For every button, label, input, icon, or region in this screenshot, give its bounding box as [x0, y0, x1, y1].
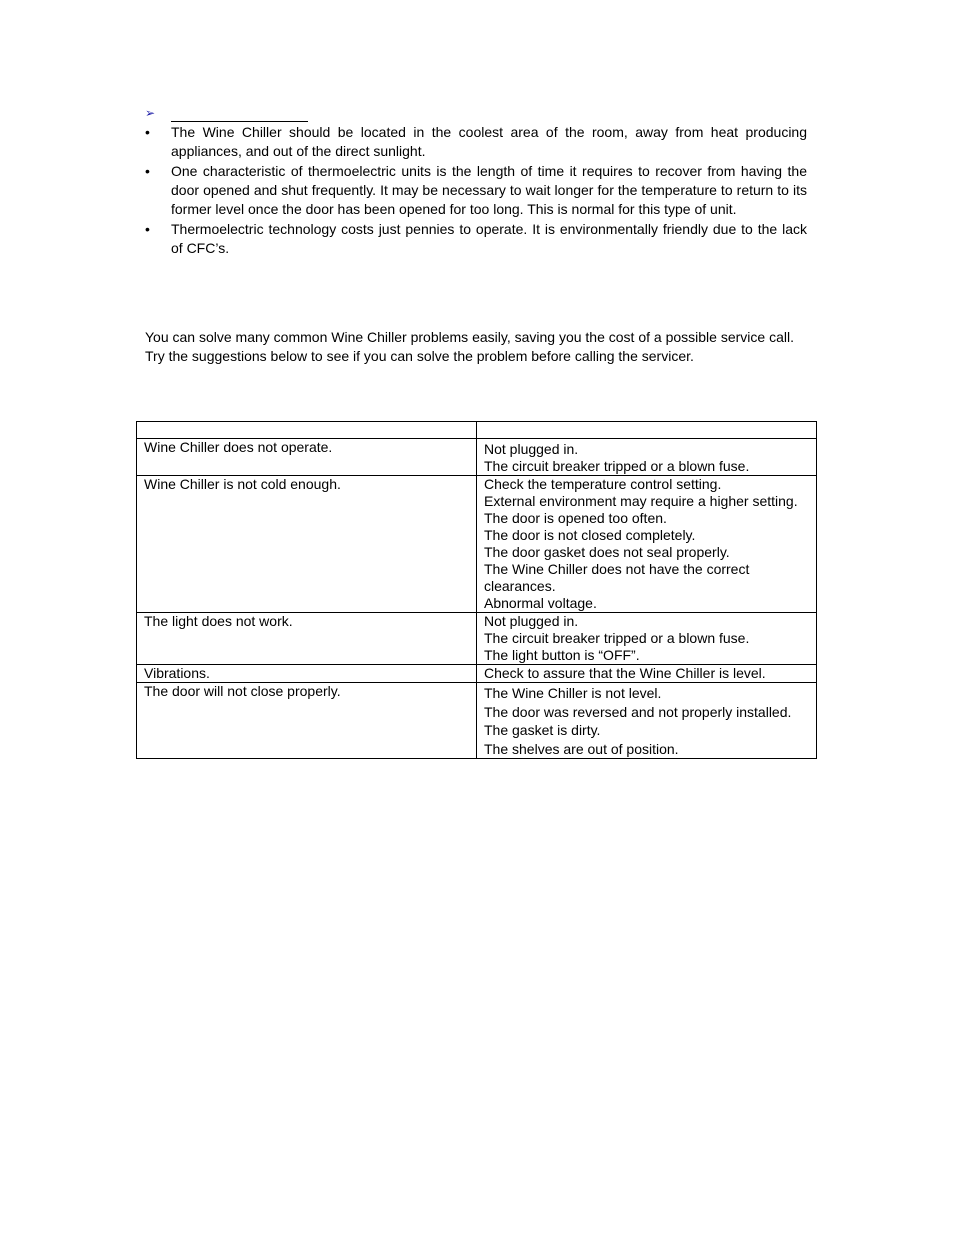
cause-line: The door gasket does not seal properly. [484, 544, 730, 560]
tip-text: The Wine Chiller should be located in the coolest area of the room, away from heat producing appliances, and out of the direct sunlight. [171, 124, 807, 159]
troubleshooting-table [136, 421, 817, 759]
causes-cell [477, 439, 817, 476]
problem-cell: Wine Chiller is not cold enough. [137, 476, 477, 613]
problem-cell: Vibrations. [137, 665, 477, 683]
cause-line: The circuit breaker tripped or a blown fuse. [484, 630, 750, 646]
tip-text: Thermoelectric technology costs just pennies to operate. It is environmentally friendly due to the lack of CFC’s. [171, 221, 807, 256]
tips-list [145, 123, 807, 259]
cause-line: The Wine Chiller does not have the correct clearances. [484, 561, 750, 594]
problem-cell: Wine Chiller does not operate. [137, 439, 477, 476]
causes-cell [477, 613, 817, 665]
problem-cell: The door will not close properly. [137, 683, 477, 759]
tip-text: One characteristic of thermoelectric units is the length of time it requires to recover from having the door opened and shut frequently. It may be necessary to wait longer for the temperature to return to its former level once the door has been opened for too long. This is normal for this type of unit. [171, 163, 807, 217]
list-item [145, 220, 807, 258]
causes-cell [477, 665, 817, 683]
tips-heading-text [171, 105, 308, 122]
cause-line: The gasket is dirty. [484, 722, 601, 738]
cause-line: The circuit breaker tripped or a blown fuse. [484, 458, 750, 474]
troubleshooting-intro: You can solve many common Wine Chiller problems easily, saving you the cost of a possible service call. Try the suggestions below to see if you can solve the problem before calling the servicer. [145, 329, 794, 364]
cause-line: Check to assure that the Wine Chiller is level. [484, 665, 766, 681]
cause-line: The door is not closed completely. [484, 527, 696, 543]
bullet-dot-icon: • [145, 163, 150, 179]
cause-line: Not plugged in. [484, 613, 579, 629]
cause-line: The light button is “OFF”. [484, 647, 640, 663]
list-item [145, 123, 807, 161]
cause-line: External environment may require a higher setting. [484, 493, 798, 509]
cause-line: The door is opened too often. [484, 510, 667, 526]
header-problem [137, 422, 477, 439]
table-header-row [137, 422, 817, 439]
cause-line: The Wine Chiller is not level. [484, 685, 662, 701]
causes-cell [477, 683, 817, 759]
cause-line: Check the temperature control setting. [484, 476, 722, 492]
table-row [137, 665, 817, 683]
cause-line: Not plugged in. [484, 441, 579, 457]
cause-line: Abnormal voltage. [484, 595, 597, 611]
causes-cell [477, 476, 817, 613]
bullet-dot-icon: • [145, 124, 150, 140]
table-row [137, 683, 817, 759]
cause-line: The shelves are out of position. [484, 740, 679, 757]
problem-cell: The light does not work. [137, 613, 477, 665]
table-row [137, 476, 817, 613]
cause-line: The door was reversed and not properly installed. [484, 703, 792, 720]
arrow-bullet-icon: ➢ [145, 106, 156, 120]
header-cause [477, 422, 817, 439]
bullet-dot-icon: • [145, 221, 150, 237]
table-row [137, 613, 817, 665]
list-item [145, 162, 807, 219]
tips-heading [145, 105, 315, 123]
table-row [137, 439, 817, 476]
